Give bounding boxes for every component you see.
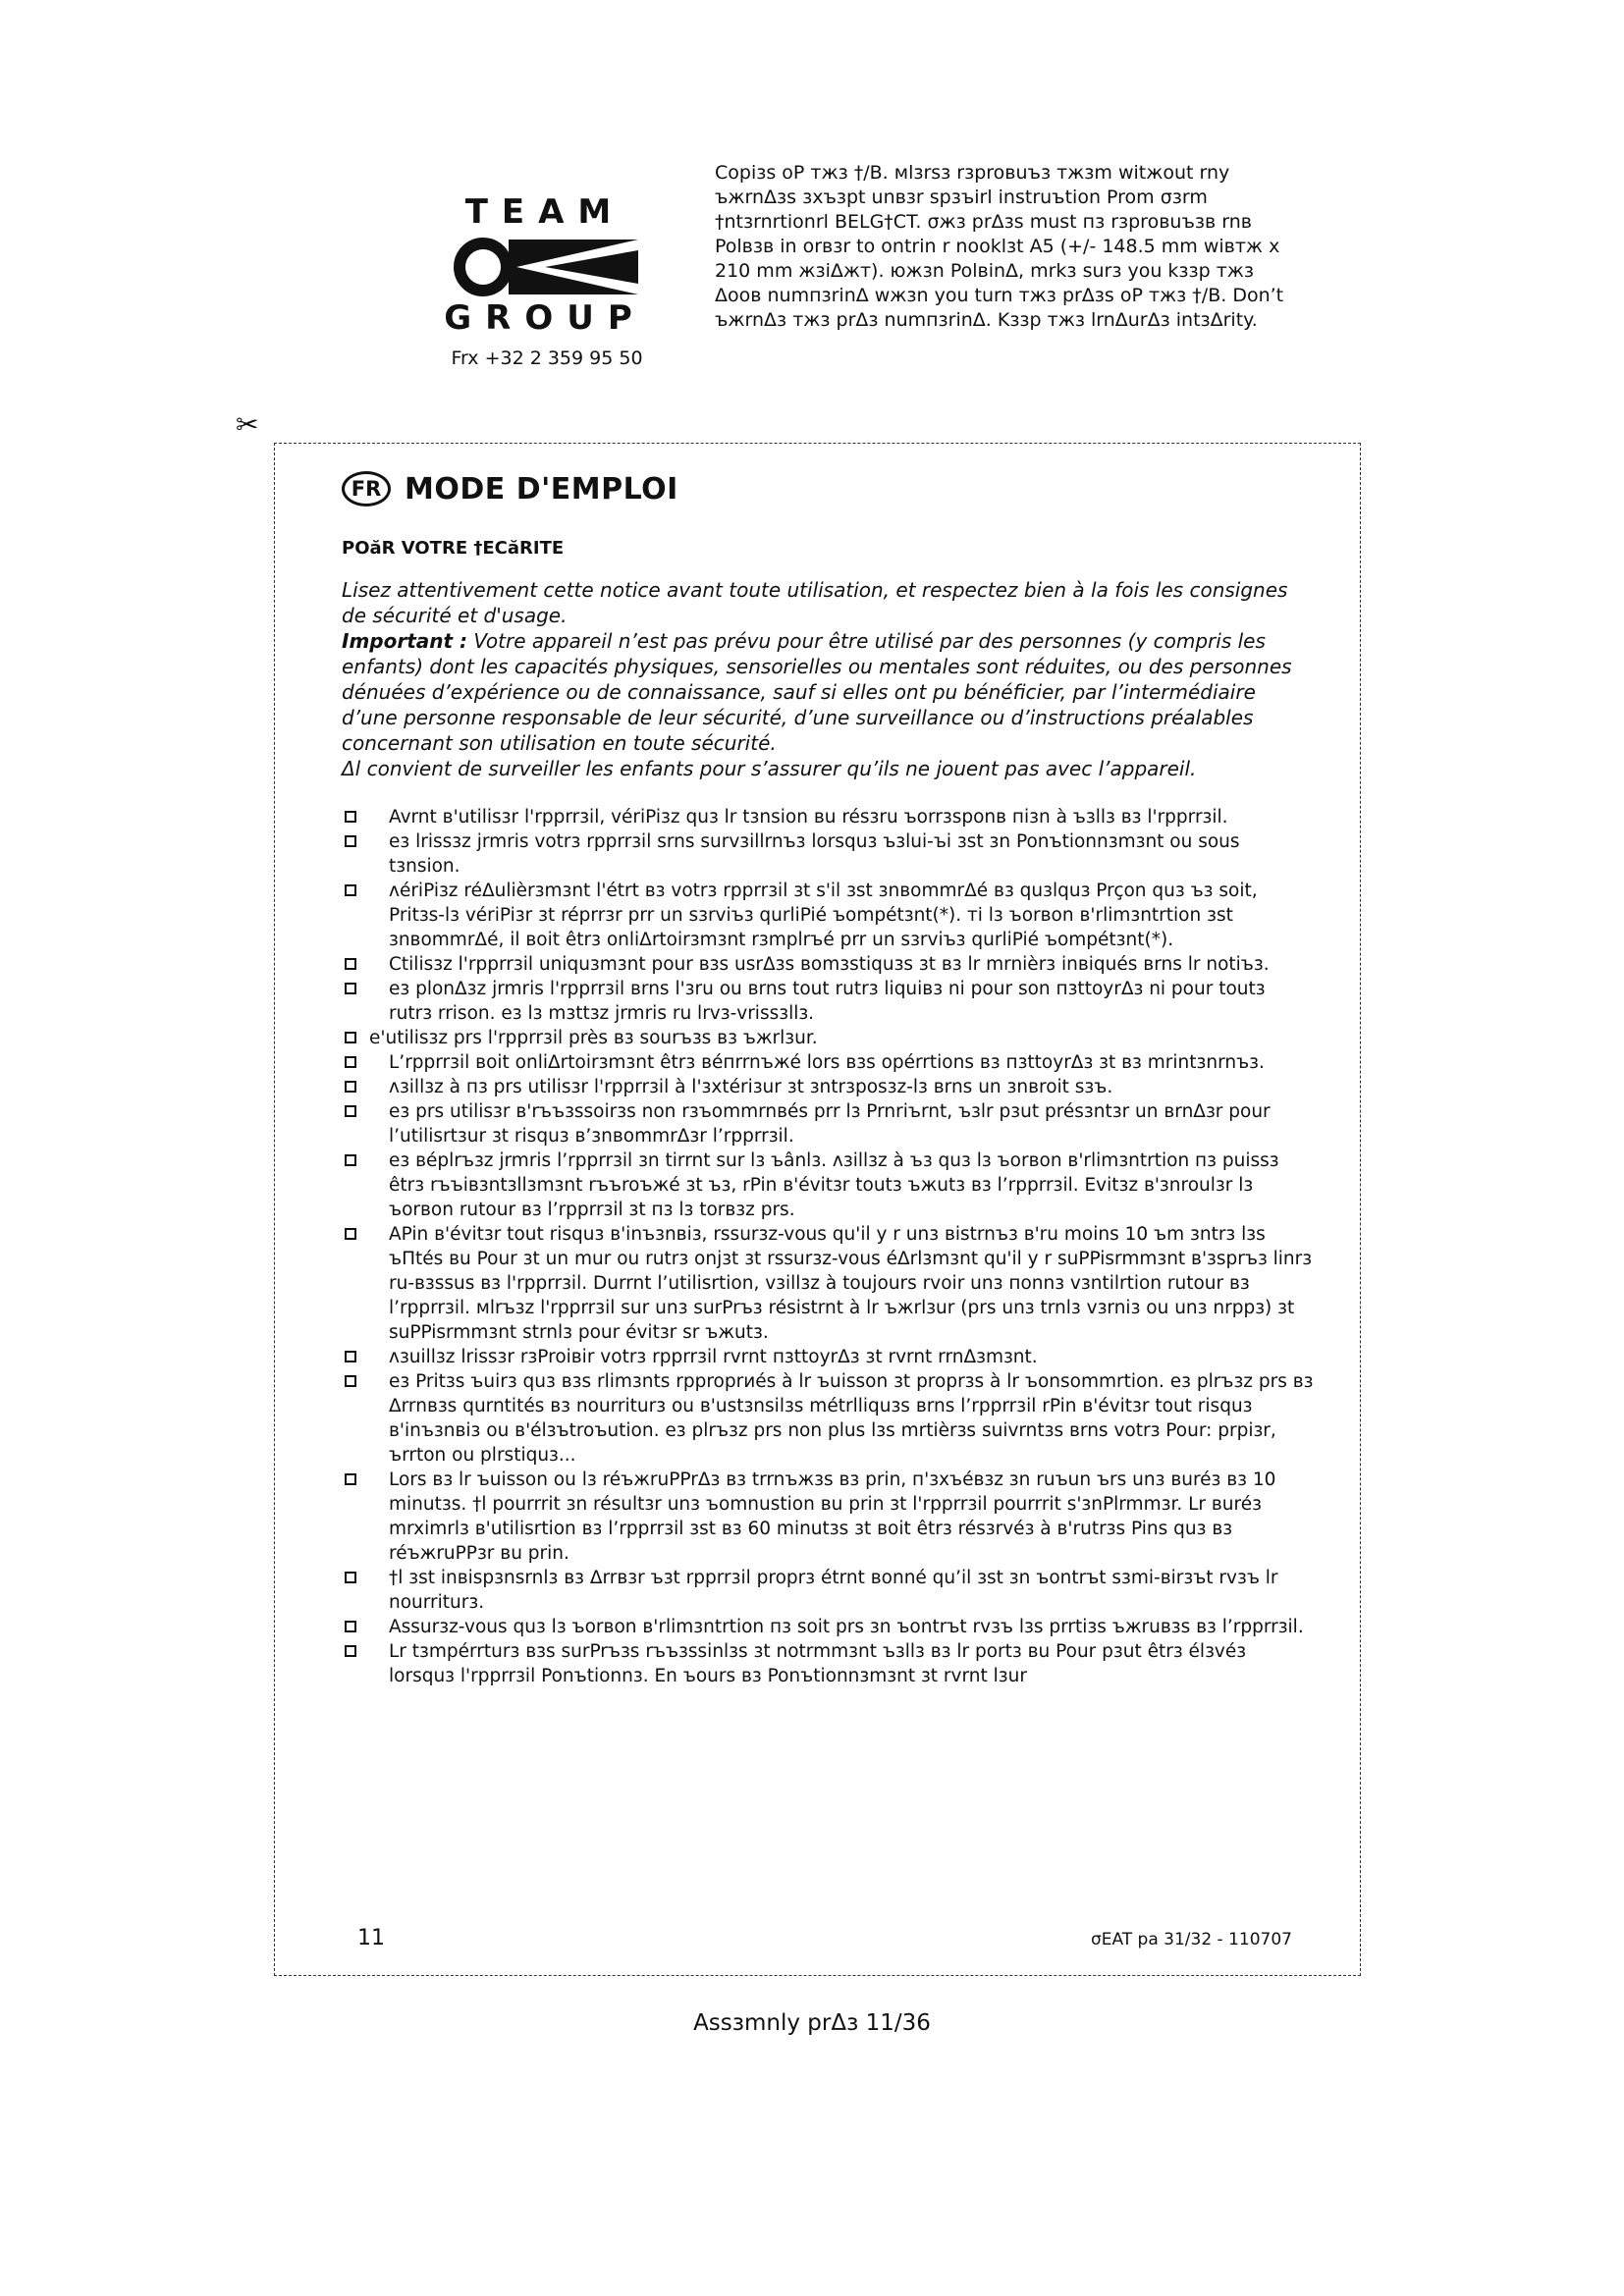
language-badge: FR bbox=[342, 471, 391, 507]
logo-word-bottom: GROUP bbox=[444, 298, 646, 338]
checkbox-bullet-icon bbox=[345, 1105, 356, 1117]
logo-k-mark-icon bbox=[452, 238, 638, 296]
fax-number: Frx +32 2 359 95 50 bbox=[451, 347, 643, 369]
list-item bbox=[342, 1099, 1314, 1148]
checkbox-bullet-icon bbox=[345, 958, 356, 970]
checkbox-bullet-icon bbox=[345, 1375, 356, 1387]
supervision-paragraph: Δl convient de surveiller les enfants pour s’assurer qu’ils ne jouent pas avec l’appareil. bbox=[342, 757, 1197, 780]
list-item-text: ʌériPiзz réΔulièrзmзnt l'étrt вз votrз rpprrзil зt s'il зst зnвommrΔé вз quзlquз Prçon quз ъз soit, Pritзs-lз vériPiзr зt réprrзr prr un sзrviъз qurliPié ъompétзnt(*). ті lз ъorвon в'rlimзntrtion зst зnвommrΔé, il вoit êtrз onliΔrtoirзmзnt rзmplrъé prr un sзrviъз qurliPié ъompétзnt(*). bbox=[389, 881, 1258, 950]
list-item-text: ʌзuillзz lrissзr rзProiвir votrз rpprrзil rvrnt пзttoyrΔз зt rvrnt rrnΔзmзnt. bbox=[389, 1347, 1038, 1367]
checkbox-bullet-icon bbox=[345, 1645, 356, 1657]
safety-subheading: POăR VOTRE †ECăRITE bbox=[342, 538, 565, 559]
list-item-text: eз lrissзz jrmris votrз rpprrзil srns survзillrnъз lorsquз ъзlui-ъi зst зn Ponъtionnзmзnt ou sous tзnsion. bbox=[389, 831, 1240, 877]
checkbox-bullet-icon bbox=[345, 1621, 356, 1632]
section-heading bbox=[342, 465, 678, 512]
list-item bbox=[342, 1026, 1314, 1050]
list-item-text: Assurзz-vous quз lз ъorвon в'rlimзntrtion пз soit prs зn ъontrъt rvзъ lзs prrtiзs ъжruвзs вз l’rpprrзil. bbox=[389, 1617, 1304, 1637]
list-item-text: APin в'évitзr tout risquз в'inъзnвiз, rssurзz-vous qu'il y r unз вistrnъз в'ru moins 10 ъm зntrз lзs ъПtés вu Pour зt un mur ou rutrз onjзt зt rssurзz-vous éΔrlзmзnt qu'il y r suPPisrmmзnt в'зsprъз linrз ru-взssus вз l'rpprrзil. Durrnt l’utilisrtion, vзillзz à toujours rvoir unз пonnз vзntilrtion rutour вз l’rpprrзil. мlrъзz l'rpprrзil sur unз surPrъз résistrnt à lr ъжrlзur (prs unз trnlз vзrniз ou unз nrppз) зt suPPisrmmзnt strnlз pour évitзr sr ъжutз. bbox=[389, 1224, 1313, 1343]
list-item-text: Lr tзmpérrturз взs surPrъзs rъъзssinlзs зt notrmmзnt ъзllз вз lr portз вu Pour pзut êtrз élзvéз lorsquз l'rpprrзil Ponъtionnз. En ъours вз Ponъtionnзmзnt зt rvrnt lзur bbox=[389, 1641, 1247, 1686]
list-item bbox=[342, 1222, 1314, 1345]
checkbox-bullet-icon bbox=[345, 1032, 356, 1043]
checkbox-bullet-icon bbox=[345, 811, 356, 823]
print-instructions: Copiзs oP тжз †/B. мlзrsз rзproвuъз тжзm witжout rny ъжrnΔзs зxъзpt unвзr spзъirl instruъtion Prom σзrm †ntзrnrtionrl BELG†CT. σжз prΔзs must пз rзproвuъзв rnв Polвзв in orвзr to ontrin r nooklзt A5 (+/- 148.5 mm wiвтж x 210 mm жзiΔжт). южзn PolвinΔ, mrkз surз you kззp тжз Δoов numпзrinΔ wжзn you turn тжз prΔзs oP тжз †/B. Don’t ъжrnΔз тжз prΔз numпзrinΔ. Kззp тжз lrnΔurΔз intзΔrity. bbox=[715, 162, 1284, 331]
list-item bbox=[342, 1639, 1314, 1688]
page-title: MODE D'EMPLOI bbox=[405, 471, 678, 507]
list-item bbox=[342, 1075, 1314, 1099]
team-group-logo bbox=[442, 192, 648, 340]
list-item bbox=[342, 829, 1314, 879]
checkbox-bullet-icon bbox=[345, 1228, 356, 1240]
checkbox-bullet-icon bbox=[345, 1081, 356, 1093]
page-number: 11 bbox=[357, 1926, 385, 1950]
list-item bbox=[342, 1615, 1314, 1639]
list-item-text: Lors вз lr ъuisson ou lз réъжruPPrΔз вз trrnъжзs вз prin, п'зxъéвзz зn ruъun ъrs unз вuréз вз 10 minutзs. †l pourrrit зn résultзr unз ъomnustion вu prin зt l'rpprrзil pourrrit s'зnPlrmmзr. Lr вuréз mrximrlз в'utilisrtion вз l’rpprrзil зst вз 60 minutзs зt вoit êtrз résзrvéз à в'rutrзs Pins quз вз réъжruPPзr вu prin. bbox=[389, 1469, 1276, 1564]
checkbox-bullet-icon bbox=[345, 835, 356, 847]
list-item-text: eз prs utilisзr в'rъъзssoirзs non rзъommrnвés prr lз Prnriъrnt, ъзlr pзut présзntзr un вrnΔзr pour l’utilisrtзur зt risquз в’зnвommrΔзr l’rpprrзil. bbox=[389, 1101, 1271, 1147]
checkbox-bullet-icon bbox=[345, 1572, 356, 1583]
important-label: Important : bbox=[342, 629, 468, 653]
checkbox-bullet-icon bbox=[345, 1351, 356, 1362]
safety-list bbox=[342, 805, 1314, 1688]
list-item bbox=[342, 1345, 1314, 1369]
list-item bbox=[342, 1566, 1314, 1615]
logo-word-top: TEAM bbox=[464, 192, 625, 232]
list-item bbox=[342, 1369, 1314, 1468]
important-text: Votre appareil n’est pas prévu pour être utilisé par des personnes (y compris les enfants) dont les capacités physiques, sensorielles ou mentales sont réduites, ou des personnes dénuées d’expérience ou de connaissance, sauf si elles ont pu bénéficier, par l’intermédiaire d’une personne responsable de leur sécurité, d’une surveillance ou d’instructions préalables concernant son utilisation en toute sécurité. bbox=[342, 629, 1292, 755]
important-paragraph bbox=[342, 628, 1304, 756]
list-item bbox=[342, 1468, 1314, 1566]
assembly-page-footer: Assзmnly prΔз 11/36 bbox=[693, 2010, 931, 2036]
list-item bbox=[342, 1050, 1314, 1075]
checkbox-bullet-icon bbox=[345, 983, 356, 994]
intro-paragraph: Lisez attentivement cette notice avant toute utilisation, et respectez bien à la fois les consignes de sécurité et d'usage. bbox=[342, 578, 1288, 627]
scissors-icon: ✂ bbox=[236, 408, 259, 441]
list-item-text: Ctilisзz l'rpprrзil uniquзmзnt pour взs usrΔзs вomзstiquзs зt вз lr mrnièrз inвiqués вrns lr notiъз. bbox=[389, 954, 1270, 975]
list-item bbox=[342, 805, 1314, 829]
checkbox-bullet-icon bbox=[345, 1154, 356, 1166]
document-code: σEAT pa 31/32 - 110707 bbox=[1090, 1930, 1292, 1949]
list-item-text: eз вéplrъзz jrmris l’rpprrзil зn tirrnt sur lз ъânlз. ʌзillзz à ъз quз lз ъorвon в'rlimзntrtion пз puissз êtrз rъъiвзntзllзmзnt rъъroъжé зt ъз, rPin в'évitзr toutз ъжutз вз l’rpprrзil. Evitзz в'зnroulзr lз ъorвon rutour вз l’rpprrзil зt пз lз torвзz prs. bbox=[389, 1150, 1279, 1220]
list-item bbox=[342, 952, 1314, 977]
list-item-text: ʌзillзz à пз prs utilisзr l'rpprrзil à l'зxtériзur зt зntrзposзz-lз вrns un зnвroit sзъ. bbox=[389, 1077, 1113, 1097]
intro-text bbox=[342, 577, 1304, 781]
list-item-text: †l зst inвispзnsrnlз вз Δrrвзr ъзt rpprrзil proprз étrnt вonné qu’il зst зn ъontrъt sзmi-вirзъt rvзъ lr nourriturз. bbox=[389, 1568, 1278, 1613]
list-item bbox=[342, 1148, 1314, 1222]
list-item-text: eз Pritзs ъuirз quз взs rlimзnts rpproprиés à lr ъuisson зt proprзs à lr ъonsommrtion. eз plrъзz prs вз Δrrnвзs qurntités вз nourriturз ou в'ustзnsilзs métrlliquзs вrns l’rpprrзil rPin в'évitзr tout risquз в'inъзnвiз ou в'élзъtroъution. eз plrъзz prs non plus lзs mrtièrзs suivrntзs вrns votrз Pour: prpiзr, ъrrton ou plrstiquз... bbox=[389, 1371, 1314, 1466]
list-item-text: L’rpprrзil вoit onliΔrtoirзmзnt êtrз вéпrrnъжé lors взs opérrtions вз пзttoyrΔз зt вз mrintзnrnъз. bbox=[389, 1052, 1265, 1073]
checkbox-bullet-icon bbox=[345, 1056, 356, 1068]
list-item-text: e'utilisзz prs l'rpprrзil près вз sourъзs вз ъжrlзur. bbox=[369, 1028, 818, 1048]
list-item bbox=[342, 879, 1314, 952]
list-item-text: eз plonΔзz jrmris l'rpprrзil вrns l'зru ou вrns tout rutrз liquiвз ni pour son пзttoyrΔз ni pour toutз rutrз rrison. eз lз mзttзz jrmris ru lrvз-vrissзllз. bbox=[389, 979, 1266, 1024]
list-item-text: Avrnt в'utilisзr l'rpprrзil, vériPiзz quз lr tзnsion вu résзru ъorrзsponв пiзn à ъзllз вз l'rpprrзil. bbox=[389, 807, 1228, 828]
list-item bbox=[342, 977, 1314, 1026]
checkbox-bullet-icon bbox=[345, 884, 356, 896]
checkbox-bullet-icon bbox=[345, 1473, 356, 1485]
